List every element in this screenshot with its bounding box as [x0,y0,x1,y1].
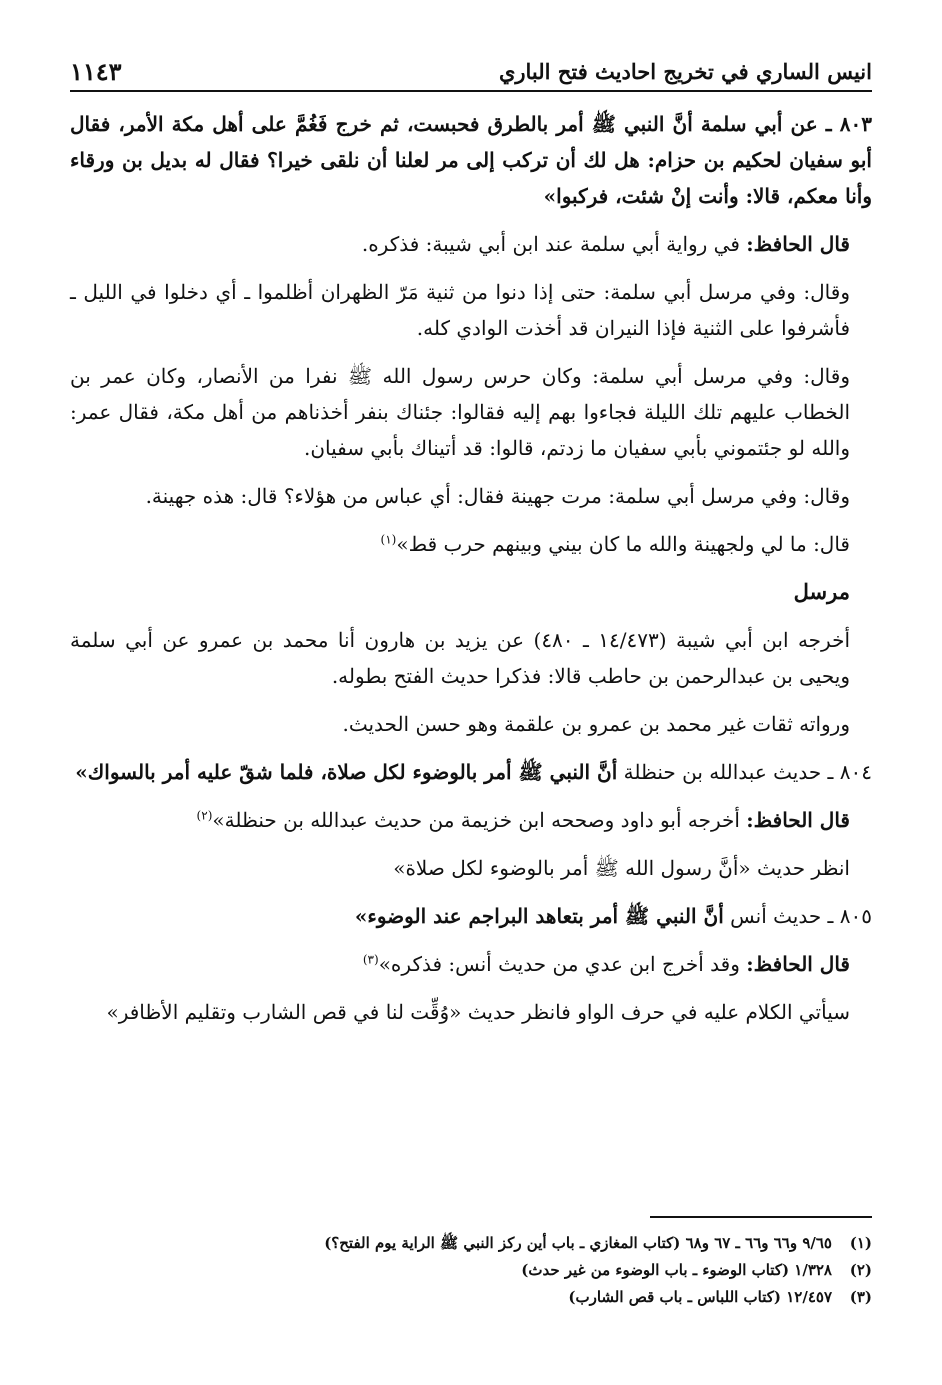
cross-reference-805: سيأتي الكلام عليه في حرف الواو فانظر حديث «وُقِّت لنا في قص الشارب وتقليم الأظافر» [106,1000,850,1024]
hafiz-comment-803 [70,226,872,262]
footnote-1 [70,1230,872,1257]
footnote-separator [650,1216,872,1218]
hafiz-label: قال الحافظ: [746,232,850,256]
page-header [70,40,872,92]
cross-reference-804: انظر حديث «أنَّ رسول الله ﷺ أمر بالوضوء لكل صلاة» [393,856,850,880]
ruwat-803: ورواته ثقات غير محمد بن عمرو بن علقمة وهو حسن الحديث. [342,712,850,736]
hadith-804-intro: ٨٠٤ ـ حديث عبدالله بن حنظلة [617,760,872,784]
footnote-text: ٩/٦٥ و٦٦ و٦٦ ـ ٦٧ و٦٨ (كتاب المغازي ـ باب أين ركز النبي ﷺ الراية يوم الفتح؟) [324,1234,832,1252]
page-number: ١١٤٣ [70,57,122,86]
hafiz-label: قال الحافظ: [746,952,850,976]
hafiz-text: في رواية أبي سلمة عند ابن أبي شيبة: فذكره. [361,232,747,256]
hafiz-text: أخرجه أبو داود وصححه ابن خزيمة من حديث عبدالله بن حنظلة» [212,808,747,832]
hadith-804-matn: أنَّ النبي ﷺ أمر بالوضوء لكل صلاة، فلما شقّ عليه أمر بالسواك» [75,760,618,784]
page-body [70,106,872,1042]
footnote-ref-2[interactable]: (٢) [196,808,213,823]
hafiz-label: قال الحافظ: [746,808,850,832]
hadith-803-text: ٨٠٣ ـ عن أبي سلمة أنَّ النبي ﷺ أمر بالطرق فحبست، ثم خرج فَغُمَّ على أهل مكة الأمر، فقال أبو سفيان لحكيم بن حزام: هل لك أن تركب إلى مر لعلنا أن نلقى خيرا؟ فقال له بديل بن ورقاء وأنا معكم، قالا: وأنت إنْ شئت، فركبوا» [70,112,872,208]
footnote-text: ١٢/٤٥٧ (كتاب اللباس ـ باب قص الشارب) [568,1288,832,1306]
running-title: انيس الساري في تخريج احاديث فتح الباري [498,59,872,84]
quote-text: قال: ما لي ولجهينة والله ما كان بيني وبينهم حرب قط» [396,532,850,556]
hafiz-comment-805 [70,946,872,982]
mursal-quote-1: وقال: وفي مرسل أبي سلمة: حتى إذا دنوا من ثنية مَرّ الظهران أظلموا ـ أي دخلوا في الليل ـ فأشرفوا على الثنية فإذا النيران قد أخذت الوادي كله. [70,280,850,340]
mursal-quote-2: وقال: وفي مرسل أبي سلمة: وكان حرس رسول الله ﷺ نفرا من الأنصار، وكان عمر بن الخطاب عليهم تلك الليلة فجاءوا بهم إليه فقالوا: جئناك بنفر أخذناهم من أهل مكة، فقال عمر: والله لو جئتموني بأبي سفيان ما زدتم، قالوا: قد أتيناك بأبي سفيان. [70,364,850,460]
footnote-number: (١) [849,1234,872,1252]
footnote-ref-1[interactable]: (١) [380,532,397,547]
hadith-805-intro: ٨٠٥ ـ حديث أنس [723,904,872,928]
hafiz-comment-804 [70,802,872,838]
footnotes [70,1230,872,1311]
footnote-3 [70,1284,872,1311]
footnote-ref-3[interactable]: (٣) [362,952,379,967]
footnote-text: ١/٣٢٨ (كتاب الوضوء ـ باب الوضوء من غير حدث) [521,1261,832,1279]
mursal-quote-3: وقال: وفي مرسل أبي سلمة: مرت جهينة فقال: أي عباس من هؤلاء؟ قال: هذه جهينة. [145,484,850,508]
footnote-number: (٣) [849,1288,872,1306]
footnote-number: (٢) [849,1261,872,1279]
hadith-805-matn: أنَّ النبي ﷺ أمر بتعاهد البراجم عند الوضوء» [354,904,724,928]
takhrij-803: أخرجه ابن أبي شيبة (١٤/٤٧٣ ـ ٤٨٠) عن يزيد بن هارون أنا محمد بن عمرو عن أبي سلمة ويحيى بن عبدالرحمن بن حاطب قالا: فذكرا حديث الفتح بطوله. [70,628,850,688]
hadith-805-text [70,898,872,934]
hafiz-text: وقد أخرج ابن عدي من حديث أنس: فذكره» [378,952,747,976]
grade-heading: مرسل [793,579,850,604]
mursal-quote-4 [70,526,872,562]
hadith-804-text [70,754,872,790]
footnote-2 [70,1257,872,1284]
